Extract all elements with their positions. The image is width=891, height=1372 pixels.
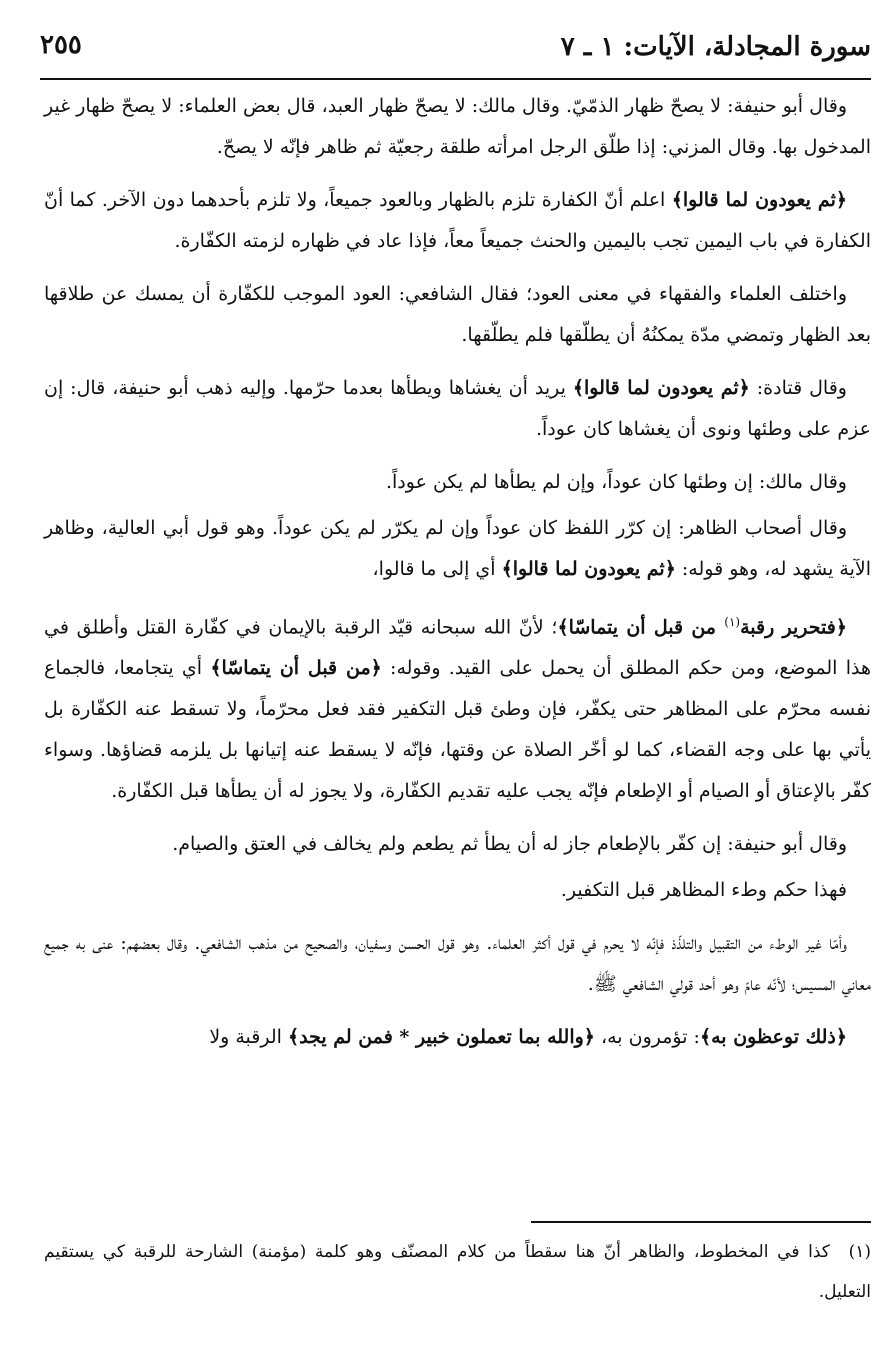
quran-quote: من قبل أن يتماسّا﴾	[557, 616, 725, 639]
text-run: أي إلى ما قالوا،	[372, 558, 502, 580]
text-run: وقال مالك: إن وطئها كان عوداً، وإن لم يطأها لم يكن عوداً.	[385, 471, 847, 493]
header-rule	[40, 78, 871, 80]
surah-title: سورة المجادلة، الآيات: ١ ـ ٧	[560, 32, 871, 62]
footnote-text: كذا في المخطوط، والظاهر أنّ هنا سقطاً من كلام المصنّف وهو كلمة (مؤمنة) الشارحة للرقبة كي يستقيم التعليل.	[44, 1242, 871, 1302]
paragraph	[44, 462, 871, 503]
text-run: اعلم أنّ الكفارة تلزم بالظهار وبالعود جميعاً، ولا تلزم بأحدهما دون الآخر. كما أنّ الكفارة في باب اليمين تجب باليمين والحنث جميعاً معاً، فإذا عاد في ظهاره لزمته الكفّارة.	[44, 189, 871, 252]
footnote-number: (١)	[848, 1242, 872, 1262]
footnote	[44, 1232, 871, 1312]
page-body	[44, 86, 871, 1070]
text-run: : تؤمرون به،	[594, 1026, 700, 1049]
footnote-ref: (١)	[724, 615, 741, 629]
quran-quote: ﴿من قبل أن يتماسّا﴾	[210, 657, 382, 680]
page-number: ٢٥٥	[40, 30, 82, 60]
paragraph	[44, 368, 871, 450]
quran-quote: ﴿فتحرير رقبة	[740, 616, 847, 639]
text-run: أي يتجامعا، فالجماع نفسه محرّم على المظاهر حتى يكفّر، فإن وطئ قبل التكفير فقد فعل محرّماً، ولا تسقط عنه الكفّارة بل يأتي بها على وجه القضاء، كما لو أخّر الصلاة عن وقتها، فإنّه لا يسقط عنه إتيانها بل يلزمه قضاؤها. وسواء كفّر بالإعتاق أو الصيام أو الإطعام فإنّه يجب عليه تقديم الكفّارة، ولا يجوز له أن يطأها قبل الكفّارة.	[44, 657, 871, 803]
page-header	[40, 30, 871, 70]
text-run: وقال أبو حنيفة: إن كفّر بالإطعام جاز له أن يطأ ثم يطعم ولم يخالف في العتق والصيام.	[172, 833, 847, 856]
quran-quote: ﴿ثم يعودون لما قالوا﴾	[572, 377, 750, 399]
paragraph	[44, 86, 871, 168]
text-run: واختلف العلماء والفقهاء في معنى العود؛ فقال الشافعي: العود الموجب للكفّارة أن يمسك عن طلاقها بعد الظهار وتمضي مدّة يمكنُهُ أن يطلّقها فلم يطلّقها.	[44, 283, 871, 346]
paragraph	[44, 274, 871, 356]
paragraph	[44, 824, 871, 865]
quran-quote: ﴿ثم يعودون لما قالوا﴾	[501, 558, 676, 580]
text-run: فهذا حكم وطء المظاهر قبل التكفير.	[560, 879, 847, 902]
text-run: يريد أن يغشاها ويطأها بعدما حرّمها. وإليه ذهب أبو حنيفة، قال: إن عزم على وطئها ونوى أن يغشاها كان عوداً.	[44, 377, 871, 440]
paragraph	[44, 602, 871, 812]
text-run: وقال أصحاب الظاهر: إن كرّر اللفظ كان عوداً وإن لم يكرّر لم يكن عوداً. وهو قول أبي العالية، وظاهر الآية يشهد له، وهو قوله:	[44, 517, 871, 580]
paragraph	[44, 508, 871, 590]
text-run: وقال قتادة:	[749, 377, 847, 399]
paragraph	[44, 1017, 871, 1058]
text-run: الرقبة ولا	[209, 1026, 288, 1049]
text-run: وقال أبو حنيفة: لا يصحّ ظهار الذمّيّ. وقال مالك: لا يصحّ ظهار العبد، قال بعض العلماء: لا يصحّ ظهار غير المدخول بها. وقال المزني: إذا طلّق الرجل امرأته طلقة رجعيّة ثم ظاهر فإنّه لا يصحّ.	[44, 95, 871, 158]
paragraph	[44, 180, 871, 262]
quran-quote: ﴿والله بما تعملون خبير * فمن لم يجد﴾	[287, 1026, 595, 1049]
text-run: وأمّا غير الوطء من التقبيل والتلذّذ فإنّه لا يحرم في قول أكثر العلماء. وهو قول الحسن وسفيان، والصحيح من مذهب الشافعي. وقال بعضهم: عنى به جميع معاني المسيس؛ لأنّه عامّ وهو أحد قولي الشافعي ﷺ.	[44, 932, 871, 996]
quran-quote: ﴿ثم يعودون لما قالوا﴾	[671, 189, 847, 211]
quran-quote: ﴿ذلك توعظون به﴾	[699, 1026, 847, 1049]
text-run: ؛ لأنّ الله سبحانه قيّد الرقبة بالإيمان في كفّارة القتل وأطلق في هذا الموضع، ومن حكم المطلق أن يحمل على القيد. وقوله:	[44, 616, 871, 680]
paragraph	[44, 923, 871, 1005]
footnote-rule	[531, 1221, 871, 1223]
paragraph	[44, 870, 871, 911]
